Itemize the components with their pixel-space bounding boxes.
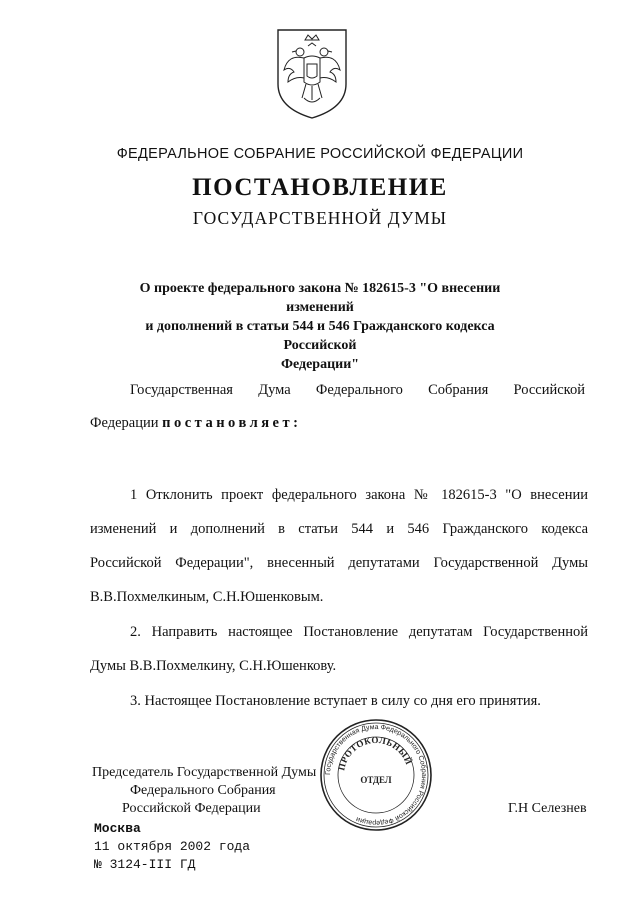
preamble-line: Государственная Дума Федерального Собрания Российской [130,382,585,398]
document-subtitle: ГОСУДАРСТВЕННОЙ ДУМЫ [192,208,448,228]
adoption-date: 11 октября 2002 года [94,839,251,854]
item-1-line: 1 Отклонить проект федерального закона № 182615-3 "О внесении [130,487,588,503]
preamble-text: Федерации [90,415,163,431]
preamble-line [90,415,301,432]
subject-line: и дополнений в статьи 544 и 546 Гражданского кодекса Российской [145,319,495,353]
stamp-center-text: ОТДЕЛ [360,775,392,785]
item-1-line: изменений и дополнений в статьи 544 и 546 Гражданского кодекса [90,521,588,537]
emblem-icon [274,26,350,122]
stamp-ring-text: Государственная Дума Федерального Собрания Российской Федерации [324,723,428,827]
signer-position: Председатель Государственной Думы [92,765,317,780]
item-1-line: Российской Федерации", внесенный депутатами Государственной Думы [90,555,588,571]
item-2-line: Думы В.В.Похмелкину, С.Н.Юшенкову. [90,658,337,674]
subject-line: О проекте федерального закона № 182615-3 "О внесении изменений [139,281,501,315]
document-title: ПОСТАНОВЛЕНИЕ [192,174,448,201]
city: Москва [94,821,141,836]
item-3-line: 3. Настоящее Постановление вступает в силу со дня его принятия. [130,693,541,709]
signer-position: Федерального Собрания [130,783,276,798]
resolution-number: № 3124-III ГД [94,857,196,872]
organization-name: ФЕДЕРАЛЬНОЕ СОБРАНИЕ РОССИЙСКОЙ ФЕДЕРАЦИИ [116,146,524,162]
signer-name: Г.Н Селезнев [508,801,587,816]
preamble-resolves: постановляет: [162,415,302,431]
item-1-line: В.В.Похмелкиным, С.Н.Юшенковым. [90,589,324,605]
stamp-top-text: ПРОТОКОЛЬНЫЙ [336,734,415,772]
item-2-line: 2. Направить настоящее Постановление депутатам Государственной [130,624,588,640]
round-stamp-icon [318,717,434,833]
subject-line: Федерации" [280,357,360,372]
document-subject [110,279,530,374]
signer-position: Российской Федерации [122,801,261,816]
